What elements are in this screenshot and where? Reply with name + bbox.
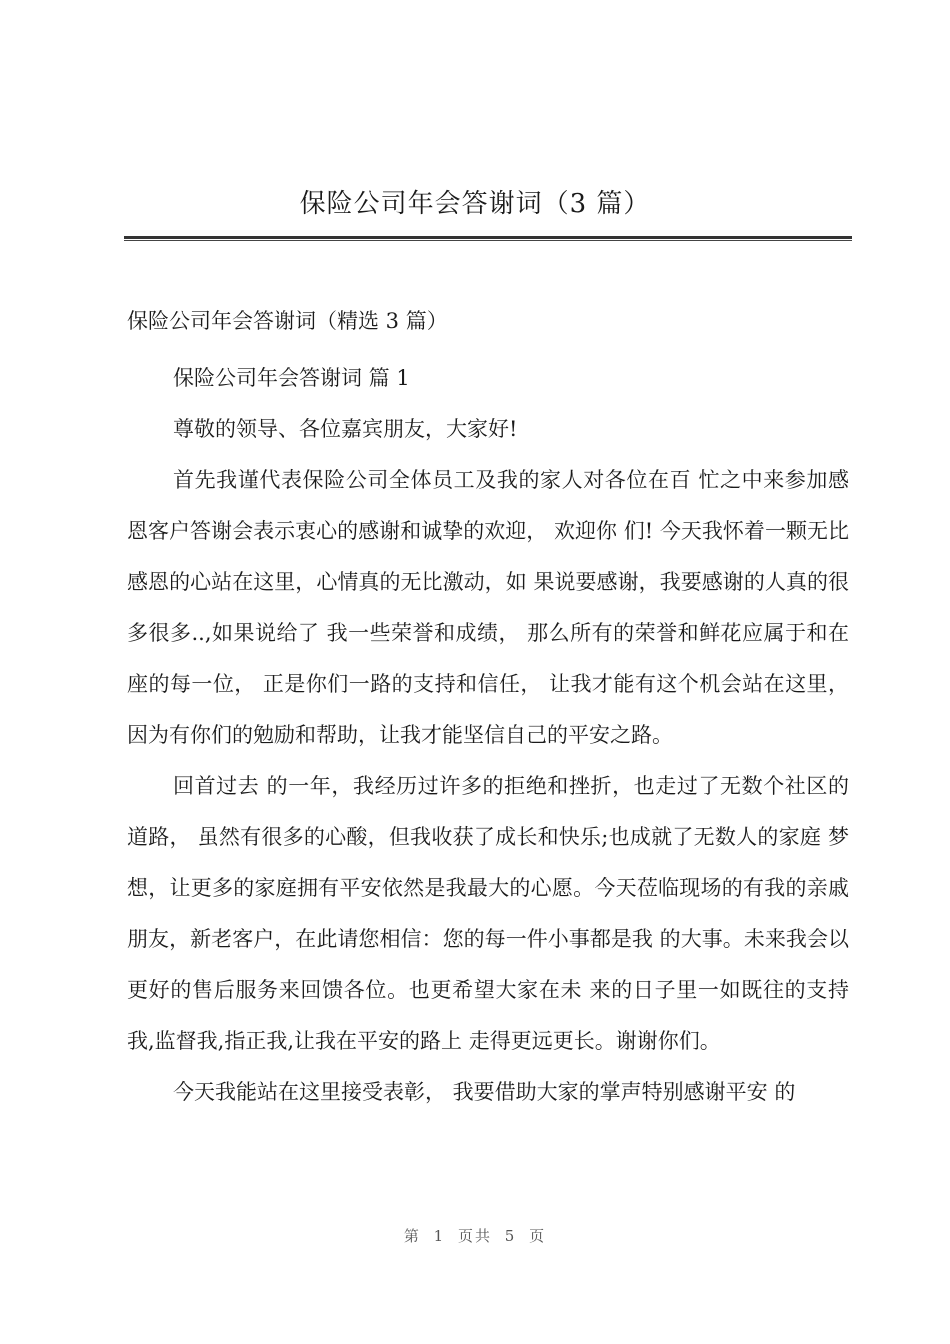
- document-subtitle: 保险公司年会答谢词（精选 3 篇）: [127, 309, 448, 333]
- page-title: 保险公司年会答谢词（3 篇）: [299, 189, 651, 219]
- document-body: [127, 296, 849, 1118]
- title-divider-thin: [124, 240, 852, 241]
- title-divider-thick: [124, 236, 852, 239]
- section-heading: 保险公司年会答谢词 篇 1: [173, 366, 410, 390]
- greeting-paragraph: 尊敬的领导、各位嘉宾朋友，大家好!: [173, 417, 518, 441]
- body-paragraph: 首先我谨代表保险公司全体员工及我的家人对各位在百 忙之中来参加感恩客户答谢会表示衷心的感谢和诚挚的欢迎， 欢迎你 们! 今天我怀着一颗无比感恩的心站在这里，心情真的无比激动，如 果说要感谢，我要感谢的人真的很多很多..,如果说给了 我一些荣誉和成绩， 那么所有的荣誉和鲜花应属于和在座的每一位， 正是你们一路的支持和信任， 让我才能有这个机会站在这里， 因为有你们的勉励和帮助，让我才能坚信自己的平安之路。: [127, 468, 849, 747]
- page-footer: 第 1 页共 5 页: [403, 1227, 547, 1245]
- body-paragraph: 今天我能站在这里接受表彰， 我要借助大家的掌声特别感谢平安 的: [173, 1080, 796, 1104]
- title-divider: [124, 236, 852, 242]
- body-paragraph: 回首过去 的一年，我经历过许多的拒绝和挫折，也走过了无数个社区的道路， 虽然有很多的心酸，但我收获了成长和快乐;也成就了无数人的家庭 梦想，让更多的家庭拥有平安依然是我最大的心愿。今天莅临现场的有我的亲戚朋友，新老客户，在此请您相信：您的每一件小事都是我 的大事。未来我会以更好的售后服务来回馈各位。也更希望大家在未 来的日子里一如既往的支持我,监督我,指正我,让我在平安的路上 走得更远更长。谢谢你们。: [127, 774, 849, 1053]
